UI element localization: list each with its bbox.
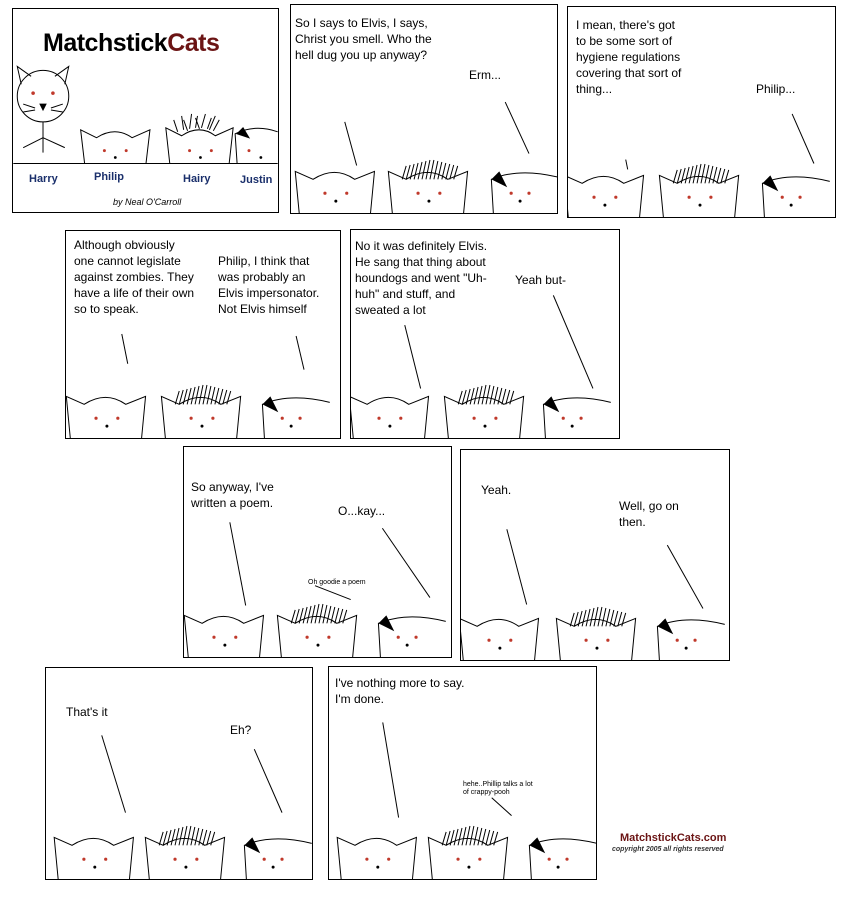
speech-pointer-line <box>492 798 512 816</box>
speech-pointer-line <box>345 122 357 166</box>
name-label-hairy: Hairy <box>183 173 211 185</box>
title-panel <box>12 8 279 213</box>
name-label-philip: Philip <box>94 171 124 183</box>
whisper-text: hehe..Phillip talks a lot of crappy-pooh <box>463 781 533 796</box>
comic-panel-5 <box>183 446 452 658</box>
speech-pointer-line <box>626 160 628 170</box>
comic-panel-8 <box>328 666 597 880</box>
justin-cat-drawing <box>491 171 557 213</box>
logo-part2: Cats <box>167 29 220 57</box>
justin-cat-drawing <box>657 618 724 660</box>
speech-text: So anyway, I've written a poem. <box>191 480 274 510</box>
speech-text: That's it <box>66 705 108 719</box>
speech-pointer-line <box>553 295 593 388</box>
speech-text: I mean, there's got to be some sort of hygiene regulations covering that sort of thing... <box>576 18 682 96</box>
comic-panel-4 <box>350 229 620 439</box>
byline: by Neal O'Carroll <box>113 197 182 207</box>
justin-cat-drawing <box>262 396 329 438</box>
speech-pointer-line <box>122 334 128 364</box>
justin-cat-drawing <box>235 128 278 164</box>
speech-pointer-line <box>507 529 527 604</box>
justin-cat-drawing <box>543 396 610 438</box>
philip-cat-drawing <box>337 837 416 879</box>
footer-copyright: copyright 2005 all rights reserved <box>612 846 724 853</box>
speech-text: Erm... <box>469 68 501 82</box>
comic-panel-2 <box>567 6 836 218</box>
speech-pointer-line <box>230 522 246 605</box>
justin-cat-drawing <box>244 837 311 879</box>
speech-pointer-line <box>405 325 421 388</box>
speech-text: I've nothing more to say. I'm done. <box>335 676 465 706</box>
hairy-cat-drawing <box>145 826 224 879</box>
speech-text: Yeah. <box>481 483 512 497</box>
philip-cat-drawing <box>568 175 644 217</box>
speech-pointer-line <box>667 545 703 608</box>
hairy-cat-drawing <box>161 385 240 438</box>
philip-cat-drawing <box>461 618 539 660</box>
philip-cat-drawing <box>81 130 150 164</box>
speech-pointer-line <box>505 102 529 154</box>
name-label-justin: Justin <box>240 174 273 186</box>
logo-part1: Matchstick <box>43 29 168 57</box>
justin-cat-drawing <box>762 175 829 217</box>
speech-text: O...kay... <box>338 504 386 518</box>
philip-cat-drawing <box>351 396 429 438</box>
comic-panel-6 <box>460 449 730 661</box>
comic-panel-3 <box>65 230 341 439</box>
speech-text: Although obviously one cannot legislate against zombies. They have a life of their own so to speak. <box>74 238 195 316</box>
footer-site: MatchstickCats.com <box>620 832 727 844</box>
name-label-harry: Harry <box>29 173 58 185</box>
speech-text: Philip, I think that was probably an Elvis impersonator. Not Elvis himself <box>218 254 320 316</box>
hairy-cat-drawing <box>659 164 738 217</box>
speech-text: So I says to Elvis, I says, Christ you smell. Who the hell dug you up anyway? <box>295 16 432 62</box>
philip-cat-drawing <box>295 171 374 213</box>
speech-pointer-line <box>383 722 399 817</box>
speech-text: No it was definitely Elvis. He sang that thing about houndogs and went "Uh-huh" and stuff, and sweated a lot <box>355 239 488 317</box>
justin-cat-drawing <box>378 615 445 657</box>
hairy-cat-drawing <box>166 114 233 164</box>
speech-text: Yeah but- <box>515 273 566 287</box>
harry-cat-drawing <box>17 66 68 152</box>
whisper-text: Oh goodie a poem <box>308 579 366 586</box>
speech-pointer-line <box>382 528 430 597</box>
comic-panel-7 <box>45 667 313 880</box>
speech-pointer-line <box>792 114 814 164</box>
philip-cat-drawing <box>54 837 133 879</box>
hairy-cat-drawing <box>556 607 635 660</box>
philip-cat-drawing <box>66 396 145 438</box>
speech-pointer-line <box>315 586 351 600</box>
hairy-cat-drawing <box>444 385 523 438</box>
comic-panel-1 <box>290 4 558 214</box>
justin-cat-drawing <box>529 837 596 879</box>
hairy-cat-drawing <box>277 604 356 657</box>
hairy-cat-drawing <box>388 160 467 213</box>
speech-text: Eh? <box>230 723 252 737</box>
panel-art <box>46 668 312 879</box>
speech-pointer-line <box>254 749 282 812</box>
speech-pointer-line <box>102 735 126 812</box>
speech-text: Philip... <box>756 82 796 96</box>
hairy-cat-drawing <box>428 826 507 879</box>
speech-text: Well, go on then. <box>619 499 679 529</box>
philip-cat-drawing <box>184 615 263 657</box>
speech-pointer-line <box>296 336 304 370</box>
